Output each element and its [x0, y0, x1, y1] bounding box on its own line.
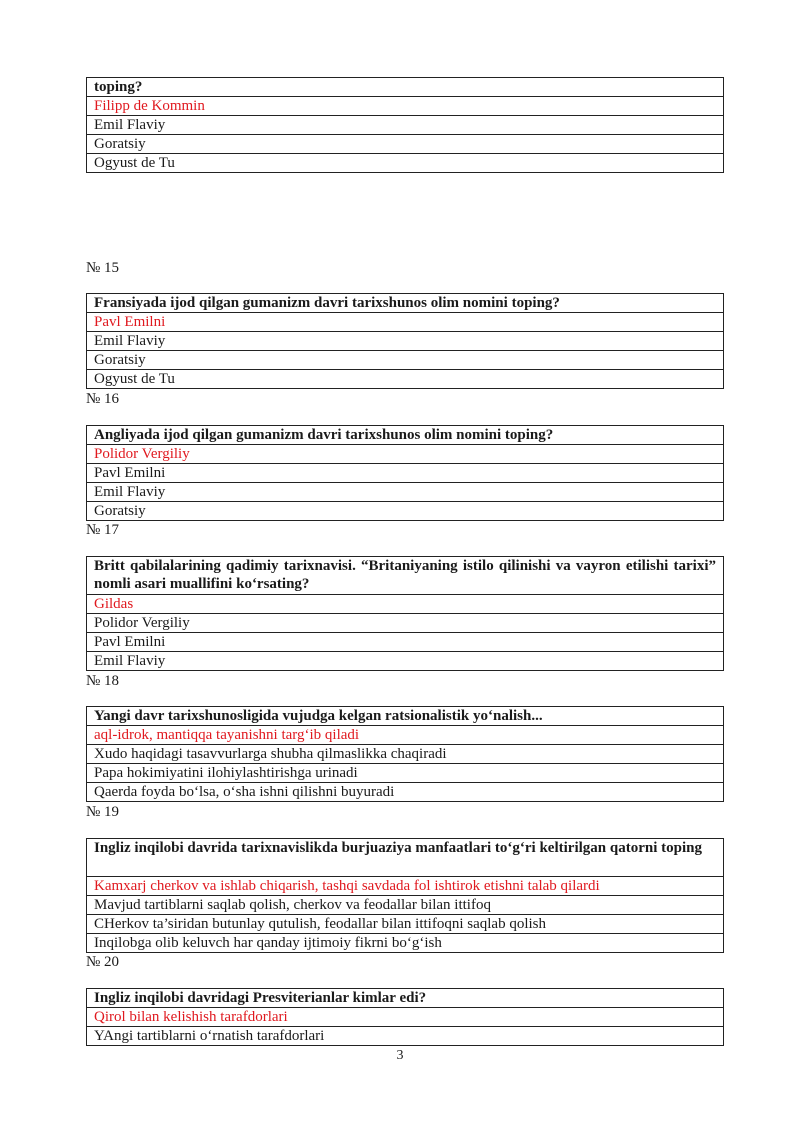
question-table [86, 838, 724, 953]
question-text: Ingliz inqilobi davridagi Presviterianlar kimlar edi? [87, 989, 724, 1008]
correct-answer: Qirol bilan kelishish tarafdorlari [87, 1008, 724, 1027]
answer-option: Emil Flaviy [87, 116, 724, 135]
answer-option: Emil Flaviy [87, 332, 724, 351]
question-block-16 [86, 425, 724, 521]
question-block-19 [86, 838, 724, 953]
question-number: № 16 [86, 391, 120, 407]
answer-option: Inqilobga olib keluvch har qanday ijtimoiy fikrni bo‘g‘ish [87, 934, 724, 953]
correct-answer: Polidor Vergiliy [87, 445, 724, 464]
answer-option: Pavl Emilni [87, 464, 724, 483]
question-block-18 [86, 706, 724, 802]
question-table [86, 556, 724, 671]
question-block-14 [86, 77, 724, 173]
answer-option: Emil Flaviy [87, 652, 724, 671]
answer-option: Pavl Emilni [87, 633, 724, 652]
question-number: № 18 [86, 673, 120, 689]
answer-option: Qaerda foyda bo‘lsa, o‘sha ishni qilishni buyuradi [87, 783, 724, 802]
question-number: № 17 [86, 522, 120, 538]
question-text: Angliyada ijod qilgan gumanizm davri tarixshunos olim nomini toping? [87, 426, 724, 445]
question-table [86, 425, 724, 521]
question-number: № 15 [86, 260, 120, 276]
answer-option: Papa hokimiyatini ilohiylashtirishga urinadi [87, 764, 724, 783]
question-text: Fransiyada ijod qilgan gumanizm davri tarixshunos olim nomini toping? [87, 294, 724, 313]
question-number: № 20 [86, 954, 120, 970]
question-table [86, 988, 724, 1046]
answer-option: Emil Flaviy [87, 483, 724, 502]
question-text: toping? [87, 78, 724, 97]
correct-answer: Filipp de Kommin [87, 97, 724, 116]
answer-option: Goratsiy [87, 135, 724, 154]
answer-option: CHerkov ta’siridan butunlay qutulish, feodallar bilan ittifoqni saqlab qolish [87, 915, 724, 934]
answer-option: Ogyust de Tu [87, 154, 724, 173]
correct-answer: Gildas [87, 595, 724, 614]
correct-answer: Kamxarj cherkov va ishlab chiqarish, tashqi savdada fol ishtirok etishni talab qilardi [87, 877, 724, 896]
correct-answer: aql-idrok, mantiqqa tayanishni targ‘ib qiladi [87, 726, 724, 745]
correct-answer: Pavl Emilni [87, 313, 724, 332]
question-text: Ingliz inqilobi davrida tarixnavislikda burjuaziya manfaatlari to‘g‘ri keltirilgan qatorni toping [87, 839, 724, 877]
question-table [86, 293, 724, 389]
question-table [86, 706, 724, 802]
question-text: Yangi davr tarixshunosligida vujudga kelgan ratsionalistik yo‘nalish... [87, 707, 724, 726]
answer-option: Mavjud tartiblarni saqlab qolish, cherkov va feodallar bilan ittifoq [87, 896, 724, 915]
question-block-17 [86, 556, 724, 671]
answer-option: Goratsiy [87, 351, 724, 370]
answer-option: Ogyust de Tu [87, 370, 724, 389]
question-text: Britt qabilalarining qadimiy tarixnavisi. “Britaniyaning istilo qilinishi va vayron etilishi tarixi” nomli asari muallifini ko‘rsating? [87, 557, 724, 595]
answer-option: Polidor Vergiliy [87, 614, 724, 633]
question-number: № 19 [86, 804, 120, 820]
question-block-20 [86, 988, 724, 1046]
answer-option: Xudo haqidagi tasavvurlarga shubha qilmaslikka chaqiradi [87, 745, 724, 764]
question-block-15 [86, 293, 724, 389]
question-table [86, 77, 724, 173]
answer-option: Goratsiy [87, 502, 724, 521]
page-number: 3 [396, 1048, 404, 1063]
answer-option: YAngi tartiblarni o‘rnatish tarafdorlari [87, 1027, 724, 1046]
